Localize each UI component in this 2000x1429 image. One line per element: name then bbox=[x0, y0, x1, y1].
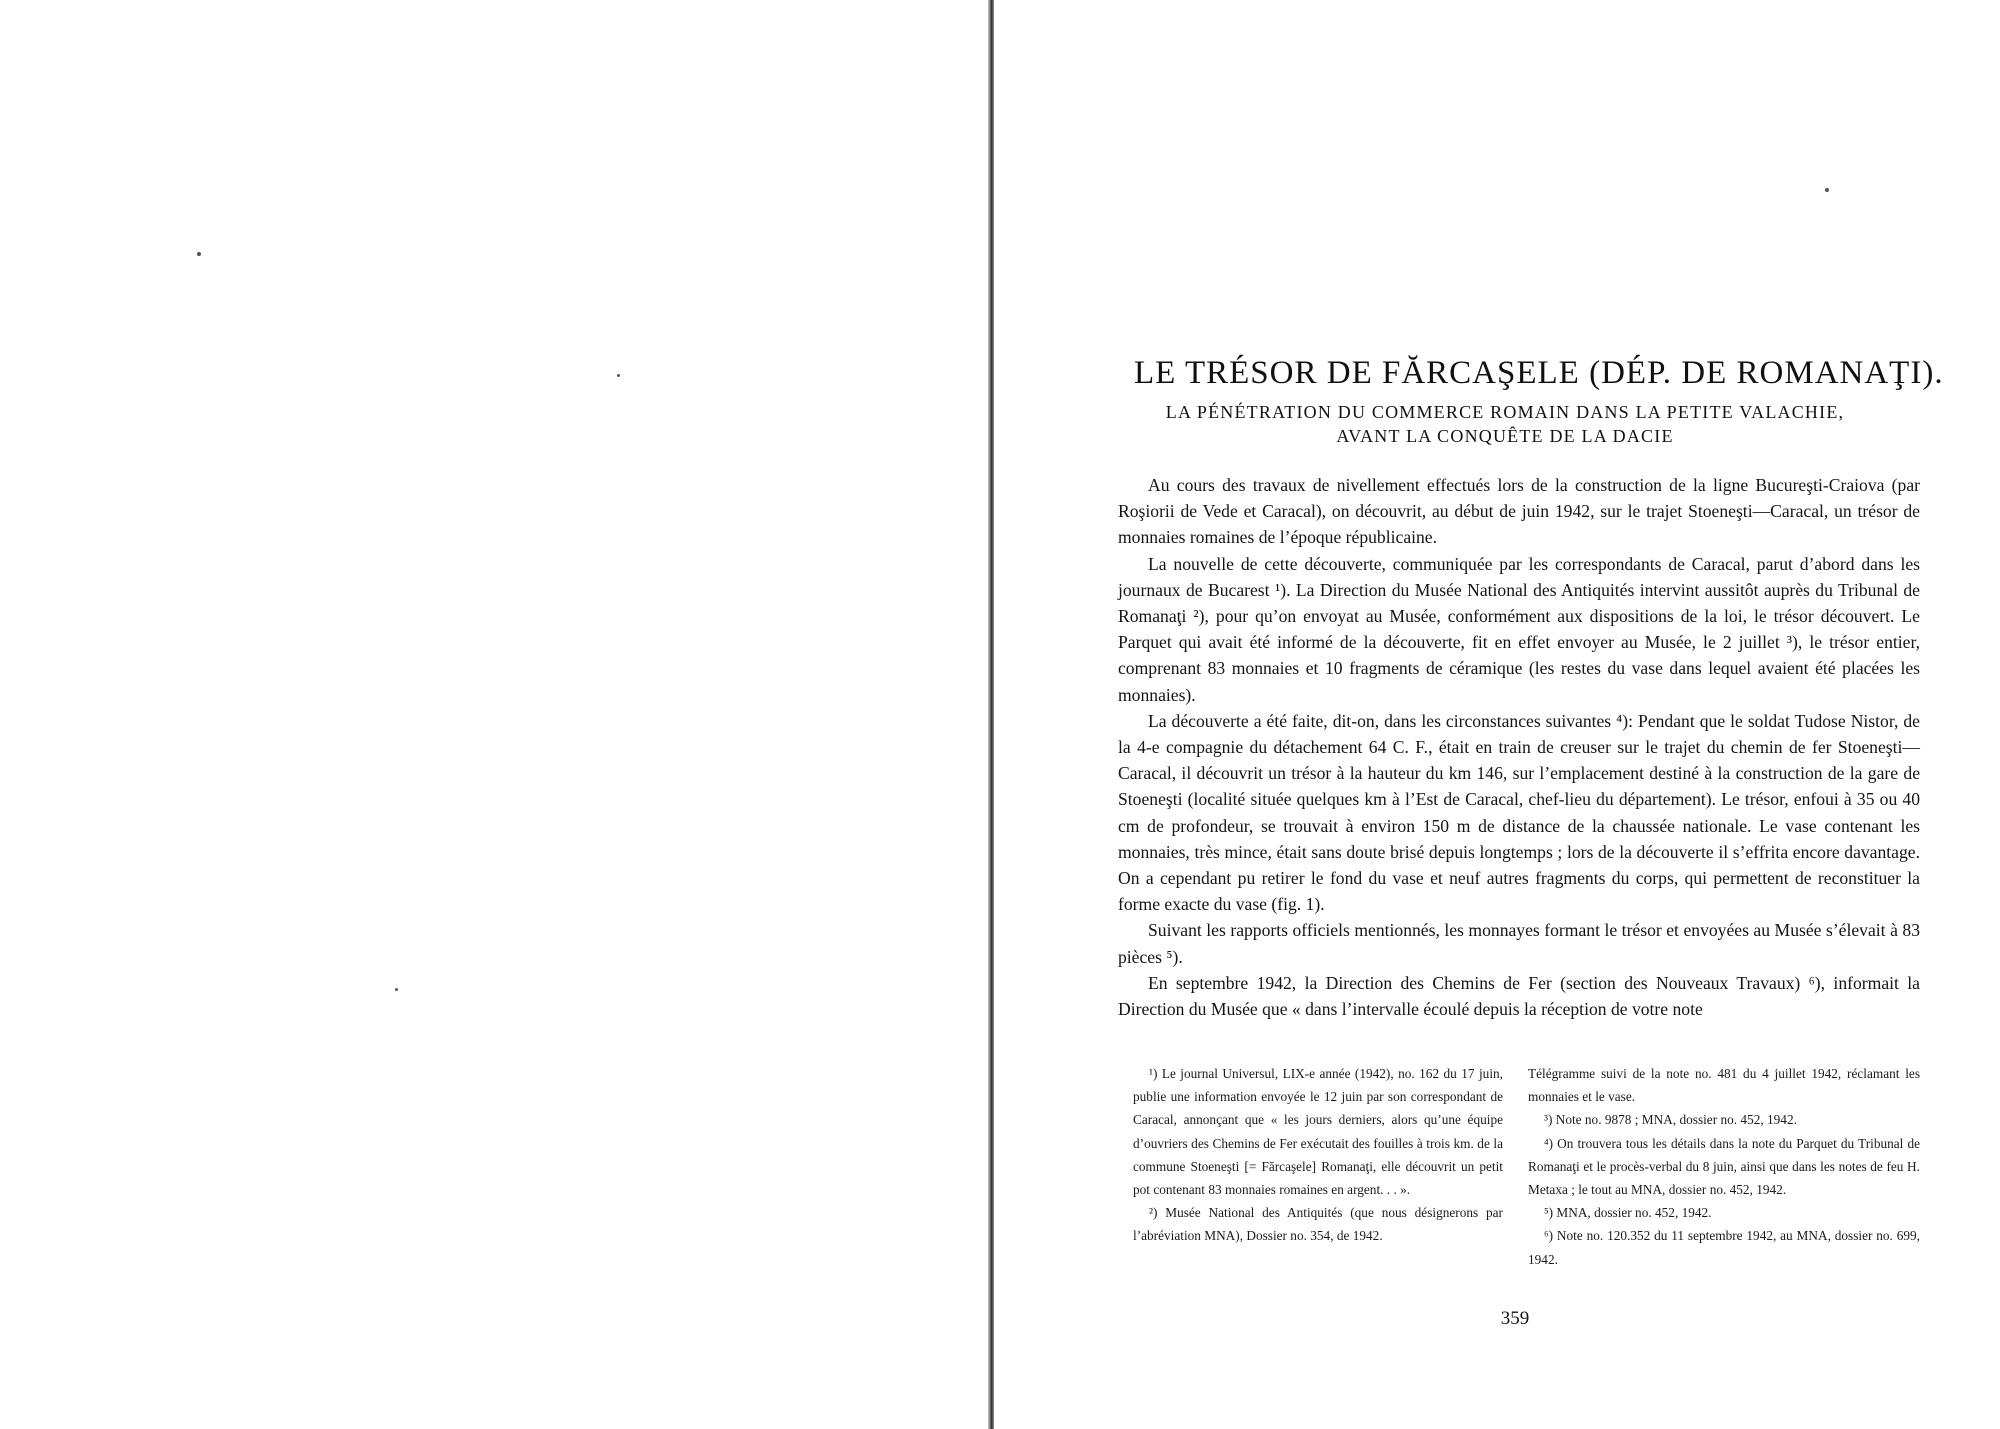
scan-speck bbox=[617, 374, 620, 377]
footnotes-right-column bbox=[1528, 1062, 1920, 1271]
footnote: ⁵) MNA, dossier no. 452, 1942. bbox=[1544, 1205, 1712, 1221]
footnotes-left-column bbox=[1133, 1062, 1503, 1248]
paragraph: Au cours des travaux de nivellement effectués lors de la construction de la ligne Bucureşti-Craiova (par Roşiorii de Vede et Caracal), on découvrit, au début de juin 1942, sur le trajet Stoeneşti—Caracal, un trésor de monnaies romaines de l’époque républicaine. bbox=[1118, 475, 1920, 548]
paragraph: En septembre 1942, la Direction des Chemins de Fer (section des Nouveaux Travaux) ⁶), informait la Direction du Musée que « dans l’intervalle écoulé depuis la réception de votre note bbox=[1118, 972, 1920, 1020]
paragraph: La nouvelle de cette découverte, communiquée par les correspondants de Caracal, parut d’abord dans les journaux de Bucarest ¹). La Direction du Musée National des Antiquités intervint aussitôt auprès du Tribunal de Romanaţi ²), pour qu’on envoyat au Musée, conformément aux dispositions de la loi, le trésor découvert. Le Parquet qui avait été informé de la découverte, fit en effet envoyer au Musée, le 2 juillet ³), le trésor entier, comprenant 83 monnaies et 10 fragments de céramique (les restes du vase dans lequel avaient été placées les monnaies). bbox=[1118, 553, 1920, 705]
article-body bbox=[1118, 472, 1920, 1022]
subtitle-line: AVANT LA CONQUÊTE DE LA DACIE bbox=[1336, 426, 1674, 446]
left-page-blank bbox=[0, 0, 990, 1429]
paragraph: Suivant les rapports officiels mentionnés, les monnayes formant le trésor et envoyées au Musée s’élevait à 83 pièces ⁵). bbox=[1118, 920, 1920, 967]
article-subtitle bbox=[1110, 400, 1900, 448]
footnote: ³) Note no. 9878 ; MNA, dossier no. 452, 1942. bbox=[1544, 1112, 1797, 1128]
page-number: 359 bbox=[1500, 1308, 1530, 1329]
paragraph: La découverte a été faite, dit-on, dans les circonstances suivantes ⁴): Pendant que le soldat Tudose Nistor, de la 4-e compagnie du détachement 64 C. F., était en train de creuser sur le trajet du chemin de fer Stoeneşti—Caracal, il découvrit un trésor à la hauteur du km 146, sur l’emplacement destiné à la construction de la gare de Stoeneşti (localité située quelques km à l’Est de Caracal, chef-lieu du département). Le trésor, enfoui à 35 ou 40 cm de profondeur, se trouvait à environ 150 m de distance de la chaussée nationale. Le vase contenant les monnaies, très mince, était sans doute brisé depuis longtemps ; lors de la découverte il s’effrita encore davantage. On a cependant pu retirer le fond du vase et neuf autres fragments du corps, qui permettent de reconstituer la forme exacte du vase (fig. 1). bbox=[1118, 710, 1920, 915]
scan-speck bbox=[1825, 188, 1829, 192]
footnote: ⁶) Note no. 120.352 du 11 septembre 1942, au MNA, dossier no. 699, 1942. bbox=[1528, 1228, 1920, 1267]
footnote-continuation: Télégramme suivi de la note no. 481 du 4 juillet 1942, réclamant les monnaies et le vase. bbox=[1528, 1066, 1920, 1105]
footnote: ¹) Le journal Universul, LIX-e année (1942), no. 162 du 17 juin, publie une information envoyée le 12 juin par son correspondant de Caracal, annonçant que « les jours derniers, alors qu’une équipe d’ouvriers des Chemins de Fer exécutait des fouilles à trois km. de la commune Stoeneşti [= Fărcaşele] Romanaţi, elle découvrit un petit pot contenant 83 monnaies romaines en argent. . . ». bbox=[1133, 1066, 1503, 1198]
scan-speck bbox=[197, 252, 201, 256]
subtitle-line: LA PÉNÉTRATION DU COMMERCE ROMAIN DANS LA PETITE VALACHIE, bbox=[1165, 402, 1845, 422]
footnote: ⁴) On trouvera tous les détails dans la note du Parquet du Tribunal de Romanaţi et le procès-verbal du 8 juin, ainsi que dans les notes de feu H. Metaxa ; le tout au MNA, dossier no. 452, 1942. bbox=[1528, 1135, 1920, 1198]
scan-speck bbox=[395, 988, 398, 991]
footnote: ²) Musée National des Antiquités (que nous désignerons par l’abréviation MNA), Dossier no. 354, de 1942. bbox=[1133, 1205, 1503, 1244]
article-title: LE TRÉSOR DE FĂRCAŞELE (DÉP. DE ROMANAŢI). bbox=[1134, 355, 1944, 391]
